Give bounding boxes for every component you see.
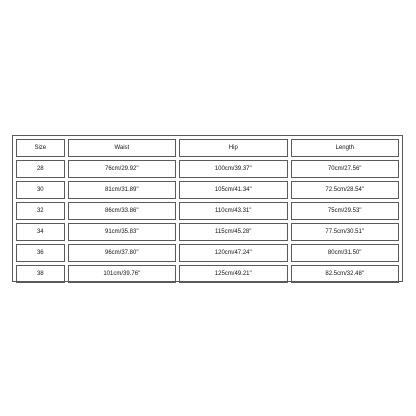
cell-hip: 125cm/49.21'' (179, 265, 287, 283)
cell-size: 30 (16, 181, 65, 199)
table-row (16, 244, 399, 262)
table-row (16, 265, 399, 283)
cell-waist: 81cm/31.89'' (68, 181, 176, 199)
cell-size: 28 (16, 160, 65, 178)
cell-length: 82.5cm/32.48'' (291, 265, 399, 283)
cell-size: 38 (16, 265, 65, 283)
table-row (16, 202, 399, 220)
header-size: Size (16, 139, 65, 157)
cell-waist: 91cm/35.83'' (68, 223, 176, 241)
cell-waist: 96cm/37.80'' (68, 244, 176, 262)
cell-waist: 101cm/39.76'' (68, 265, 176, 283)
cell-hip: 120cm/47.24'' (179, 244, 287, 262)
cell-length: 75cm/29.53'' (291, 202, 399, 220)
cell-waist: 86cm/33.86'' (68, 202, 176, 220)
cell-length: 70cm/27.56'' (291, 160, 399, 178)
cell-waist: 76cm/29.92'' (68, 160, 176, 178)
size-table (13, 136, 402, 286)
cell-length: 80cm/31.50'' (291, 244, 399, 262)
header-waist: Waist (68, 139, 176, 157)
cell-hip: 100cm/39.37'' (179, 160, 287, 178)
cell-size: 34 (16, 223, 65, 241)
table-row (16, 223, 399, 241)
cell-hip: 115cm/45.28'' (179, 223, 287, 241)
header-hip: Hip (179, 139, 287, 157)
table-row (16, 160, 399, 178)
header-length: Length (291, 139, 399, 157)
header-row (16, 139, 399, 157)
cell-length: 72.5cm/28.54'' (291, 181, 399, 199)
cell-hip: 110cm/43.31'' (179, 202, 287, 220)
table-row (16, 181, 399, 199)
cell-hip: 105cm/41.34'' (179, 181, 287, 199)
cell-size: 36 (16, 244, 65, 262)
cell-size: 32 (16, 202, 65, 220)
size-chart (12, 135, 403, 282)
cell-length: 77.5cm/30.51'' (291, 223, 399, 241)
